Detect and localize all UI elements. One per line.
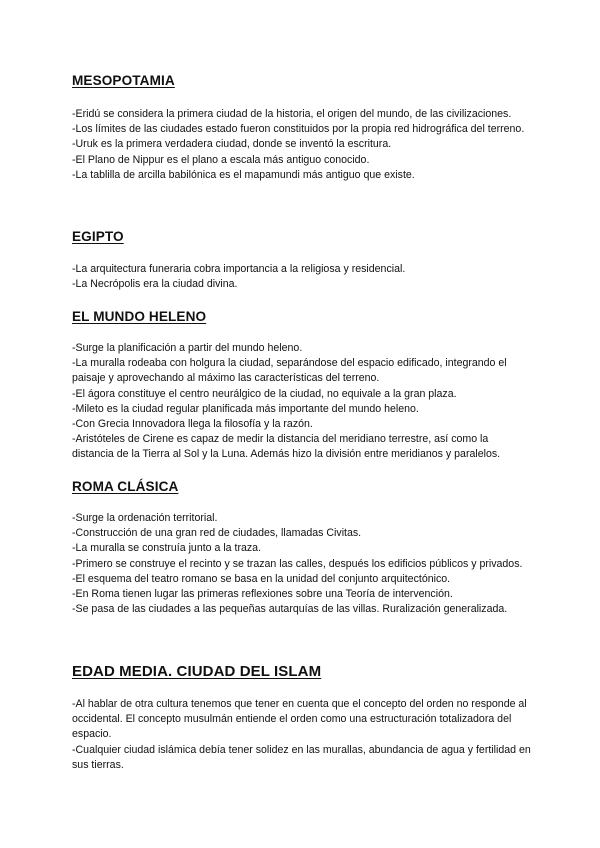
section-list-edad-media bbox=[72, 697, 532, 773]
section-title-mundo-heleno: EL MUNDO HELENO bbox=[72, 309, 207, 324]
list-item: -Aristóteles de Cirene es capaz de medir la distancia del meridiano terrestre, así como la distancia de la Tierra al Sol y la Luna. Además hizo la división entre meridianos y paralelos. bbox=[72, 433, 501, 461]
section-title-roma-clasica: ROMA CLÁSICA bbox=[72, 479, 179, 494]
section-list-mundo-heleno bbox=[72, 341, 532, 463]
section-title-mesopotamia: MESOPOTAMIA bbox=[72, 73, 175, 88]
section-list-roma-clasica bbox=[72, 511, 532, 617]
list-item: -En Roma tienen lugar las primeras reflexiones sobre una Teoría de intervención. bbox=[72, 588, 453, 601]
list-item: -Surge la planificación a partir del mundo heleno. bbox=[72, 342, 303, 354]
list-item: -Uruk es la primera verdadera ciudad, donde se inventó la escritura. bbox=[72, 138, 392, 151]
list-item: -Los límites de las ciudades estado fueron constituidos por la propia red hidrográfica del terreno. bbox=[72, 123, 525, 136]
list-item: -Mileto es la ciudad regular planificada más importante del mundo heleno. bbox=[72, 402, 419, 415]
list-item: -Con Grecia Innovadora llega la filosofía y la razón. bbox=[72, 418, 313, 431]
list-item: -La muralla rodeaba con holgura la ciudad, separándose del espacio edificado, integrando el paisaje y aprovechando al máximo las características del terreno. bbox=[72, 357, 507, 385]
section-list-mesopotamia bbox=[72, 107, 532, 183]
list-item: -El esquema del teatro romano se basa en la unidad del conjunto arquitectónico. bbox=[72, 572, 451, 585]
list-item: -La Necrópolis era la ciudad divina. bbox=[72, 278, 238, 291]
section-list-egipto bbox=[72, 262, 532, 292]
list-item: -Construcción de una gran red de ciudades, llamadas Civitas. bbox=[72, 527, 362, 540]
section-title-edad-media: EDAD MEDIA. CIUDAD DEL ISLAM bbox=[72, 663, 322, 680]
list-item: -La tablilla de arcilla babilónica es el mapamundi más antiguo que existe. bbox=[72, 168, 415, 181]
list-item: -Se pasa de las ciudades a las pequeñas autarquías de las villas. Ruralización generalizada. bbox=[72, 603, 508, 616]
list-item: -El ágora constituye el centro neurálgico de la ciudad, no equivale a la gran plaza. bbox=[72, 387, 457, 400]
list-item: -Primero se construye el recinto y se trazan las calles, después los edificios públicos y privados. bbox=[72, 557, 523, 570]
list-item: -La muralla se construía junto a la traza. bbox=[72, 542, 262, 555]
list-item: -Al hablar de otra cultura tenemos que tener en cuenta que el concepto del orden no responde al occidental. El concepto musulmán entiende el orden como una estructuración totalizadora del espacio. bbox=[72, 698, 527, 741]
list-item: -Surge la ordenación territorial. bbox=[72, 512, 218, 524]
section-title-egipto: EGIPTO bbox=[72, 229, 124, 244]
list-item: -El Plano de Nippur es el plano a escala más antiguo conocido. bbox=[72, 153, 370, 166]
list-item: -La arquitectura funeraria cobra importancia a la religiosa y residencial. bbox=[72, 263, 406, 275]
list-item: -Eridú se considera la primera ciudad de la historia, el origen del mundo, de las civilizaciones. bbox=[72, 108, 512, 120]
list-item: -Cualquier ciudad islámica debía tener solidez en las murallas, abundancia de agua y fertilidad en sus tierras. bbox=[72, 743, 531, 771]
